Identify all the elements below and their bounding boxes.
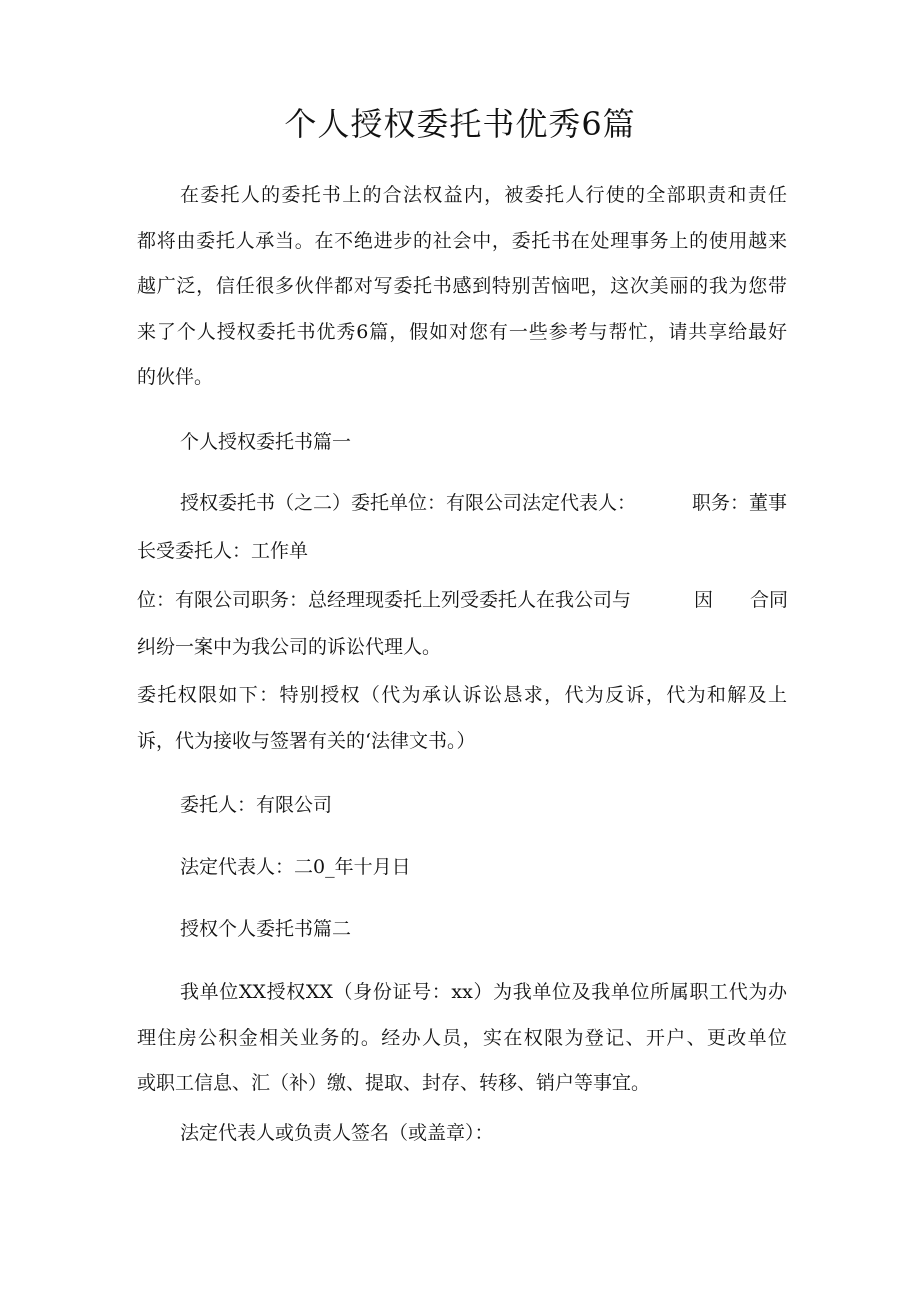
intro-line: 的伙伴。 (137, 366, 214, 388)
section1-line3-c: 合同 (750, 589, 789, 611)
section1-line3-a: 位：有限公司职务：总经理现委托上列受委托人在我公司与 (137, 589, 632, 611)
section1-line1-right: 职务：董事 (692, 492, 788, 514)
section1-line1-left: 授权委托书（之二）委托单位：有限公司法定代表人： (180, 492, 637, 514)
intro-line: 都将由委托人承当。在不绝进步的社会中，委托书在处理事务上的使用越来 (137, 229, 787, 252)
intro-line: 在委托人的委托书上的合法权益内，被委托人行使的全部职责和责任 (180, 184, 787, 206)
section1-line4: 纠纷一案中为我公司的诉讼代理人。 (137, 636, 442, 658)
section1-heading: 个人授权委托书篇一 (180, 431, 352, 453)
section2-heading: 授权个人委托书篇二 (180, 918, 352, 940)
signature-line: 法定代表人或负责人签名（或盖章）： (180, 1122, 494, 1144)
section1-authority (137, 673, 787, 764)
section1-line6: 诉，代为接收与签署有关的‘法律文书。） (137, 729, 476, 752)
section1-line5: 委托权限如下：特别授权（代为承认诉讼恳求，代为反诉，代为和解及上 (137, 684, 787, 706)
section2-line: 理住房公积金相关业务的。经办人员，实在权限为登记、开户、更改单位 (137, 1026, 787, 1049)
section1-line2: 长受委托人：工作单 (137, 540, 309, 562)
intro-line: 越广泛，信任很多伙伴都对写委托书感到特别苦恼吧，这次美丽的我为您带 (137, 275, 787, 297)
intro-line: 来了个人授权委托书优秀6篇，假如对您有一些参考与帮忙，请共享给最好 (137, 320, 787, 343)
document-title: 个人授权委托书优秀6篇 (284, 105, 636, 143)
principal-line: 委托人：有限公司 (180, 794, 333, 816)
section2-line: 我单位XX授权XX（身份证号：xx）为我单位及我单位所属职工代为办 (180, 981, 787, 1003)
section2-paragraph (137, 970, 787, 1107)
section1-line3-b: 因 (694, 589, 714, 611)
intro-paragraph (137, 173, 787, 401)
legal-rep-date-line: 法定代表人：二0_年十月日 (180, 856, 411, 878)
section2-line: 或职工信息、汇（补）缴、提取、封存、转移、销户等事宜。 (137, 1072, 651, 1094)
